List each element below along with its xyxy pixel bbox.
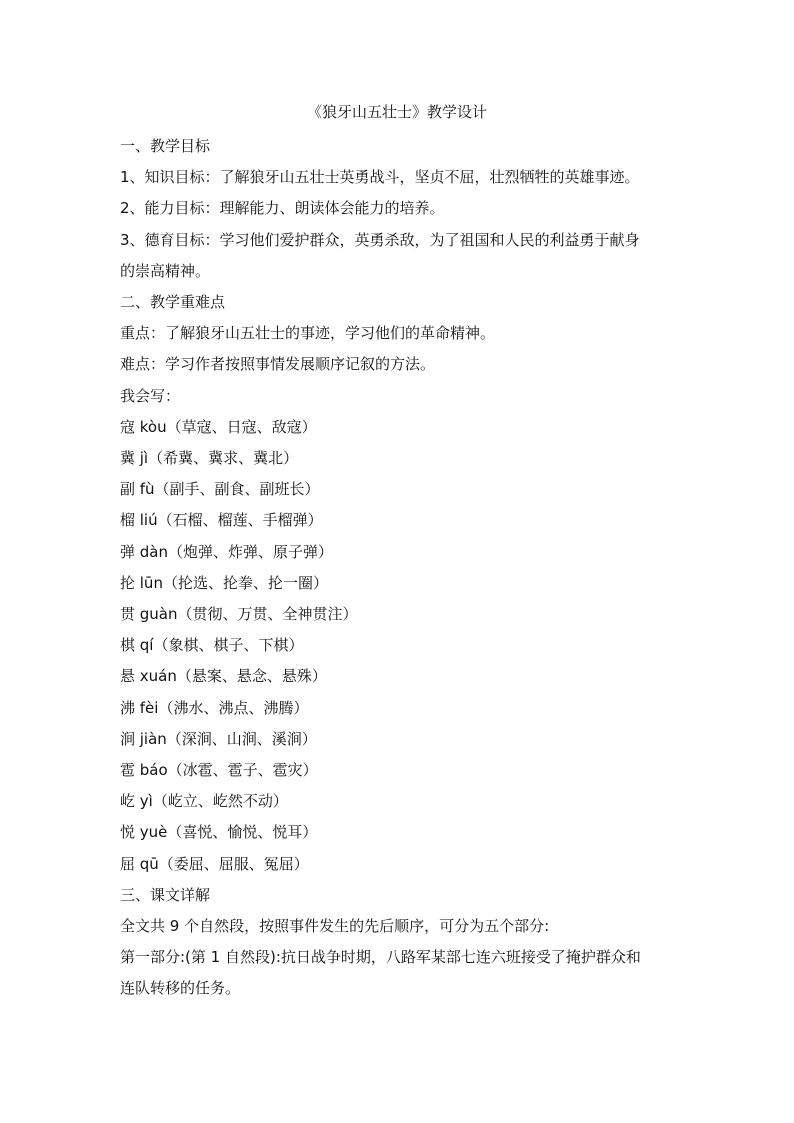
objective-moral: 3、德育目标：学习他们爱护群众，英勇杀敌，为了祖国和人民的利益勇于献身 [120,230,640,249]
vocab-item: 屹 yì（屹立、屹然不动） [120,792,288,811]
vocab-item: 屈 qū（委屈、屈服、冤屈） [120,854,309,873]
vocab-item: 涧 jiàn（深涧、山涧、溪涧） [120,729,317,748]
vocab-item: 弹 dàn（炮弹、炸弹、原子弹） [120,542,333,561]
text-structure-summary: 全文共 9 个自然段，按照事件发生的先后顺序，可分为五个部分: [120,917,550,936]
part-one-description: 第一部分:(第 1 自然段):抗日战争时期，八路军某部七连六班接受了掩护群众和 [120,948,641,967]
vocab-item: 沸 fèi（沸水、沸点、沸腾） [120,698,309,717]
section-heading-key-points: 二、教学重难点 [120,293,226,312]
vocab-item: 冀 jì（希冀、冀求、冀北） [120,449,299,468]
vocab-item: 榴 liú（石榴、榴莲、手榴弹） [120,511,323,530]
section-heading-text-analysis: 三、课文详解 [120,885,211,904]
vocab-item: 副 fù（副手、副食、副班长） [120,480,320,499]
key-point: 重点：了解狼牙山五壮士的事迹，学习他们的革命精神。 [120,324,496,343]
vocab-item: 悬 xuán（悬案、悬念、悬殊） [120,667,327,686]
vocab-item: 悦 yuè（喜悦、愉悦、悦耳） [120,823,318,842]
document-body [120,131,680,1005]
objective-ability: 2、能力目标：理解能力、朗读体会能力的培养。 [120,199,445,218]
difficult-point: 难点：学习作者按照事情发展顺序记叙的方法。 [120,355,436,374]
objective-moral-continued: 的崇高精神。 [120,261,211,280]
vocab-item: 寇 kòu（草寇、日寇、敌寇） [120,417,317,436]
section-heading-objectives: 一、教学目标 [120,137,211,155]
vocab-item: 抡 lūn（抡选、抡拳、抡一圈） [120,573,328,592]
objective-knowledge: 1、知识目标：了解狼牙山五壮士英勇战斗，坚贞不屈，壮烈牺牲的英雄事迹。 [120,168,640,187]
document-title: 《狼牙山五壮士》教学设计 [306,103,487,121]
vocab-item: 贯 guàn（贯彻、万贯、全神贯注） [120,605,358,624]
vocab-item: 棋 qí（象棋、棋子、下棋） [120,636,304,655]
vocab-item: 雹 báo（冰雹、雹子、雹灾） [120,761,318,780]
writing-heading: 我会写： [120,386,181,405]
part-one-description-continued: 连队转移的任务。 [120,979,241,998]
